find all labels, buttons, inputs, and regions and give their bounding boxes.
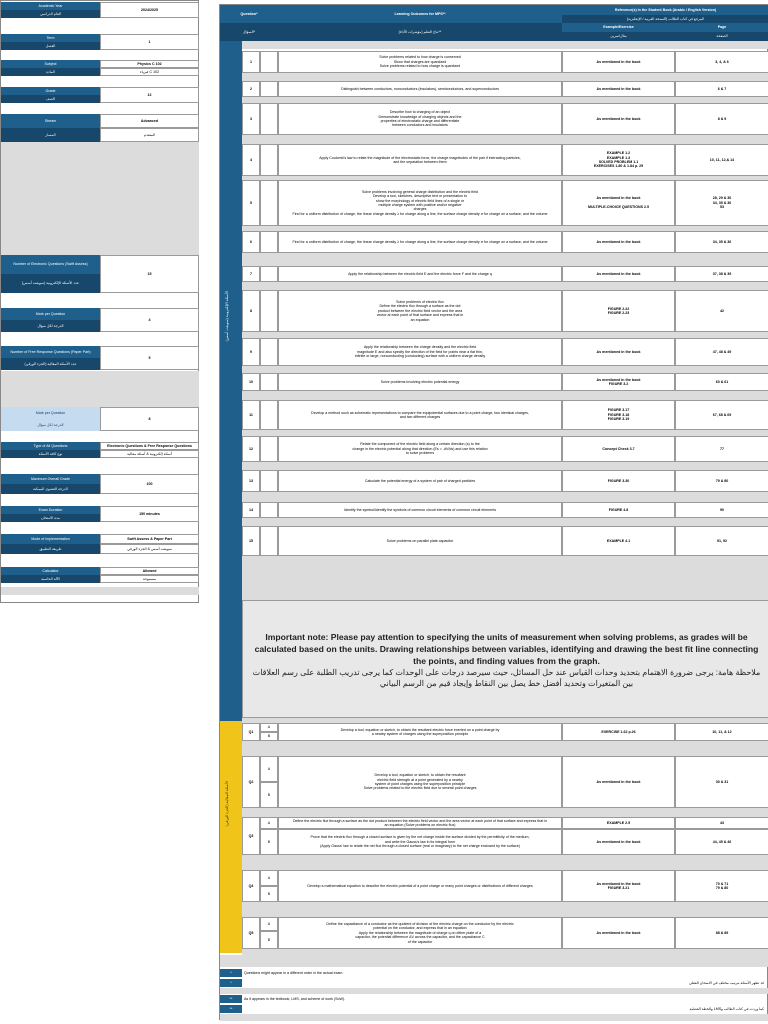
question-part-cell [260, 526, 278, 556]
learning-outcome: Solve problems of electric flux Define the electric flux through a surface as the dot product between the electric field vector and the area vector at each point of that surface and express that in an equation [278, 290, 562, 332]
important-note-en: Important note: Please pay attention to specifying the units of measurement when solving problems, as grades will be calculated based on the units. Drawing relationships between variables, identifying and drawing the best fit line connecting the points, and finding values from the graph. [254, 632, 759, 666]
question-part-cell [260, 502, 278, 518]
reference-page: 6 & 7 [675, 81, 768, 97]
learning-outcome: Relate the component of the electric field along a certain direction (s) to the change in the electric potential along that direction (Es = -dV/ds) and use this relation to solve problems [278, 436, 562, 462]
info-label-ar: المادة [1, 68, 100, 76]
reference-page: 91, 92 [675, 526, 768, 556]
reference-page: 67, 68 & 69 [675, 400, 768, 430]
question-number: 10 [242, 373, 260, 391]
header-outcomes-en: Learning Outcomes for MPS** [278, 5, 562, 23]
reference-page: 37, 38 & 39 [675, 266, 768, 282]
frq-part-letter: B [260, 931, 278, 949]
learning-outcome: Calculate the potential energy of a system of pair of charged particles [278, 470, 562, 492]
table-gray-separator [242, 282, 768, 290]
question-number: 1 [242, 51, 260, 73]
question-number: 7 [242, 266, 260, 282]
reference-example: As mentioned in the book [562, 266, 675, 282]
info-label-ar: الفصل [1, 42, 100, 50]
table-gray-separator [242, 253, 768, 266]
info-label-en: Number of Electronic Questions (Swift Assess) [1, 255, 100, 274]
info-value: 1 [100, 34, 199, 50]
learning-outcome: Identify the symbol/identify the symbols of common circuit elements of common circuit elements [278, 502, 562, 518]
reference-example: FIGURE 4.8 [562, 502, 675, 518]
table-gray-separator [242, 808, 768, 817]
frq-question-number: Q1 [242, 723, 260, 741]
frq-part-letter: B [260, 782, 278, 808]
reference-page: 42 [675, 290, 768, 332]
question-part-cell [260, 436, 278, 462]
question-number: 2 [242, 81, 260, 97]
section-label-frq: الأسئلة المقالية (الجزء الورقي) [225, 781, 229, 827]
info-label-en: Stream [1, 114, 100, 128]
table-gray-separator [242, 73, 768, 81]
reference-page: 10, 11, 12,& 14 [675, 144, 768, 176]
info-value: Allowed [100, 567, 199, 575]
table-gray-separator [242, 391, 768, 400]
question-part-cell [260, 373, 278, 391]
info-value-ar: سويفت أسس & الجزء الورقي [100, 544, 199, 554]
frq-learning-outcome: Develop a tool, equation or sketch, to obtain the resultant electric force exerted on a point charge by a nearby system of charges using the superposition principle [278, 723, 562, 741]
learning-outcome: Solve problems related to how charge is conserved Show that charges are quantized Solve problems related to how charge is quantized [278, 51, 562, 73]
info-label-ar: الدرجة لكل سؤال [1, 320, 100, 332]
info-label-ar: العام الدراسي [1, 10, 100, 18]
frq-reference-example: As mentioned in the book [562, 829, 675, 855]
header-example-en: Example/Exercise [562, 23, 675, 32]
question-number: 6 [242, 231, 260, 253]
frq-reference-page: 88 & 89 [675, 917, 768, 949]
question-number: 15 [242, 526, 260, 556]
header-outcomes-ar: نتاج التعلم (مؤشرات الأداء)** [278, 23, 562, 41]
frq-learning-outcome: Define the capacitance of a conductor as the quotient of division of the electric charge on the conductor by the electric potential on the conductor, and express that in an equation Apply the relationship between the magnitude of charge q on either plate of a capacitor, the potential difference ΔV across the capacitor, and the capacitance C of the capacitor [278, 917, 562, 949]
frq-part-letter: A [260, 917, 278, 931]
learning-outcome: Apply the relationship between the electric field E and the electric force F and the charge q [278, 266, 562, 282]
info-label-en: Term [1, 34, 100, 42]
frq-question-number: Q2 [242, 756, 260, 808]
info-label-ar: الآلة الحاسبة [1, 575, 100, 583]
info-value-ar: المتقدم [100, 128, 199, 142]
frq-learning-outcome: Define the electric flux through a surface as the dot product between the electric field vector and the area vector at each point of that surface and express that in an equation (Solve problems on electric flux) [278, 817, 562, 829]
info-value: Advanced [100, 114, 199, 128]
reference-example: As mentioned in the book [562, 231, 675, 253]
info-label-ar: الدرجة لكل سؤال [1, 419, 100, 431]
frq-reference-page: 70 & 71 79 & 80 [675, 870, 768, 902]
table-gray-separator [242, 492, 768, 502]
reference-example: FIGURE 3.30 [562, 470, 675, 492]
info-value: 2024/2025 [100, 2, 199, 18]
info-value-ar: مسموحة [100, 575, 199, 583]
info-value: 8 [100, 407, 199, 431]
reference-example: As mentioned in the book [562, 81, 675, 97]
footnote-1-en: Questions might appear in a different order in the actual exam. [244, 971, 344, 975]
info-label-ar: مدة الامتحان [1, 514, 100, 522]
learning-outcome: Find for a uniform distribution of charge, the linear charge density λ for charge along a line, the surface charge density σ for charge on a surface, and the volume [278, 231, 562, 253]
frq-learning-outcome: Develop a mathematical equation to describe the electric potential of a point charge or many point charges or distributions of different charges [278, 870, 562, 902]
info-value: Physics C 102 [100, 60, 199, 68]
learning-outcome: Solve problems involving general charge distribution and the electric field Develop a tool, sketches, descriptive text or presentation to show the morphology of electric field lines of a single or multiple charge system with positive and/or negative charges Find for a uniform distribution of charge, the linear charge density λ for charge along a line, the surface charge density σ for charge on a surface, and the volume [278, 180, 562, 226]
footnote-mark-2-ar: ** [220, 1005, 242, 1013]
question-part-cell [260, 231, 278, 253]
important-note-ar: ملاحظة هامة: يرجى ضرورة الاهتمام بتحديد وحدات القياس عند حل المسائل، حيث سيرصد درجات على الوحدات كما يرجى تدريب الطلبة على رسم العلاقات بين المتغيرات وتحديد أفضل خط يصل بين النقاط وإيجاد قيم من الرسم البياني [252, 668, 761, 688]
frq-question-number: Q4 [242, 870, 260, 902]
learning-outcomes-table [219, 4, 768, 1020]
question-number: 14 [242, 502, 260, 518]
reference-page: 79 & 80 [675, 470, 768, 492]
learning-outcome: Solve problems involving electric potential energy [278, 373, 562, 391]
frq-part-letter: B [260, 886, 278, 902]
info-value: Electronic Questions & Free Response Questions [100, 442, 199, 450]
question-part-cell [260, 103, 278, 135]
header-question-ar: السؤال* [220, 23, 278, 41]
table-gray-separator [242, 855, 768, 870]
header-example-ar: مثال/تمرين [562, 32, 675, 41]
footnote-2-en: As it appears in the textbook, LMS, and scheme of work (SoW). [244, 997, 346, 1001]
section-band-frq [220, 721, 242, 953]
reference-page: 90 [675, 502, 768, 518]
info-label-en: Mark per Question [1, 308, 100, 320]
reference-example: Concept Check 3.7 [562, 436, 675, 462]
frq-reference-example: As mentioned in the book [562, 756, 675, 808]
info-label-en: Mode of Implementation [1, 534, 100, 544]
table-gray-separator [242, 741, 768, 756]
section-band-mcq [220, 41, 242, 721]
learning-outcome: Describe how to charging of an object Demonstrate knowledge of charging objects and the properties of electrostatic charge and differentiate between conductors and insulators [278, 103, 562, 135]
frq-reference-example: EXERCISE 1.62 p.26 [562, 723, 675, 741]
frq-part-letter: B [260, 829, 278, 855]
question-part-cell [260, 338, 278, 366]
table-gray-separator [220, 1014, 768, 1021]
reference-example: As mentioned in the book FIGURE 3.2 [562, 373, 675, 391]
table-gray-separator [242, 518, 768, 526]
info-label-ar: طريقة التطبيق [1, 544, 100, 554]
section-label-mcq: الأسئلة الإلكترونية (سويفت أسس) [225, 291, 229, 342]
info-gray-spacer [1, 587, 199, 595]
reference-page: 77 [675, 436, 768, 462]
info-label-en: Maximum Overall Grade [1, 474, 100, 484]
table-gray-separator [242, 902, 768, 917]
info-value-ar: أسئلة إلكترونية & أسئلة مقالية [100, 450, 199, 458]
learning-outcome: Distinguish between conductors, nonconductors (insulators), semiconductors, and superconductors [278, 81, 562, 97]
question-number: 4 [242, 144, 260, 176]
info-value: 15 [100, 255, 199, 293]
footnote-mark-1-ar: * [220, 979, 242, 987]
question-number: 13 [242, 470, 260, 492]
frq-reference-example: As mentioned in the book FIGURE 3.21 [562, 870, 675, 902]
frq-question-number: Q5 [242, 917, 260, 949]
frq-reference-page: 44, 45 & 46 [675, 829, 768, 855]
footnote-mark-2: ** [220, 995, 242, 1003]
info-label-en: Exam Duration [1, 506, 100, 514]
reference-page: 34, 35 & 36 [675, 231, 768, 253]
reference-example: As mentioned in the book [562, 103, 675, 135]
frq-reference-page: 30 & 31 [675, 756, 768, 808]
question-part-cell [260, 144, 278, 176]
info-label-ar: عدد الأسئلة الإلكترونية (سويفت أسس) [1, 274, 100, 293]
reference-example: As mentioned in the book [562, 338, 675, 366]
info-label-ar: نوع كافة الأسئلة [1, 450, 100, 458]
info-label-en: Mark per Question [1, 407, 100, 419]
info-value: 100 [100, 474, 199, 494]
reference-page: 28, 29 & 30 34, 35 & 36 53 [675, 180, 768, 226]
info-gray-spacer [1, 371, 199, 407]
info-label-en: Number of Free Response Questions (Paper Part) [1, 346, 100, 358]
reference-page: 47, 48 & 49 [675, 338, 768, 366]
info-value-ar: فيزياء C 102 [100, 68, 199, 76]
info-label-en: Calculator [1, 567, 100, 575]
frq-part-letter: A [260, 870, 278, 886]
learning-outcome: Apply Coulomb's law to relate the magnitude of the electrostatic force, the charge magnitudes of the pair if interacting particles, and the separation between them [278, 144, 562, 176]
question-number: 9 [242, 338, 260, 366]
table-gray-separator [242, 366, 768, 373]
frq-reference-page: 43 [675, 817, 768, 829]
reference-page: 8 & 9 [675, 103, 768, 135]
question-number: 8 [242, 290, 260, 332]
frq-reference-example: As mentioned in the book [562, 917, 675, 949]
reference-page: 3, 4, & 6 [675, 51, 768, 73]
table-gray-separator [220, 955, 768, 967]
learning-outcome: Apply the relationship between the charge density and the electric field magnitude E and also specify the direction of the field for points near a flat thin, infinite or large, nonconducting (conducting) surface with a uniform charge density [278, 338, 562, 366]
header-question-en: Question* [220, 5, 278, 23]
exam-info-panel [0, 0, 199, 603]
table-gray-separator [242, 41, 768, 49]
footnote-mark-1: * [220, 969, 242, 977]
info-label-en: Grade [1, 87, 100, 95]
frq-part-letter: B [260, 732, 278, 741]
frq-part-letter: A [260, 817, 278, 829]
frq-reference-page: 10, 11, & 12 [675, 723, 768, 741]
reference-example: FIGURE 3.17 FIGURE 3.18 FIGURE 3.19 [562, 400, 675, 430]
question-number: 12 [242, 436, 260, 462]
question-part-cell [260, 51, 278, 73]
learning-outcome: Develop a method such as schematic representations to compare the equipotential surfaces due to a point charge, two identical charges, and two different charges [278, 400, 562, 430]
info-value: 5 [100, 346, 199, 370]
table-gray-separator [242, 563, 768, 600]
important-note-box [242, 600, 768, 718]
reference-example: EXAMPLE 4.1 [562, 526, 675, 556]
learning-outcome: Solve problems on parallel plate capacitor [278, 526, 562, 556]
frq-learning-outcome: Develop a tool, equation or sketch, to obtain the resultant electric field strength at a point generated by a nearby system of point charges using the superposition principle Solve problems related to the electric field due to several point charges [278, 756, 562, 808]
question-number: 11 [242, 400, 260, 430]
reference-page: 60 & 61 [675, 373, 768, 391]
question-part-cell [260, 266, 278, 282]
header-reference-en: Reference(s) in the Student Book (Arabic / English Version) [562, 5, 768, 15]
info-label-ar: عدد الأسئلة المقالية (الجزء الورقي) [1, 358, 100, 370]
question-part-cell [260, 290, 278, 332]
frq-question-number: Q3 [242, 817, 260, 855]
footnote-1-ar: قد تظهر الأسئلة بترتيب مختلف في الامتحان الفعلي [688, 981, 764, 985]
question-part-cell [260, 81, 278, 97]
info-label-en: Type of All Questions [1, 442, 100, 450]
info-label-ar: المسار [1, 128, 100, 142]
reference-example: As mentioned in the book MULTIPLE-CHOICE QUESTIONS 2.5 [562, 180, 675, 226]
info-label-ar: الصف [1, 95, 100, 103]
frq-learning-outcome: Prove that the electric flux through a closed surface is given by the net charge inside the surface divided by the permittivity of the medium, and write the Gauss's law in its integral form (Apply Gauss' law to relate the net flux through a closed surface (real or imaginary) to the net charge enclosed by the surface) [278, 829, 562, 855]
info-label-en: Subject [1, 60, 100, 68]
header-reference-ar: المرجع في كتاب الطالب (النسخة العربية / الإنجليزية) [562, 15, 768, 23]
frq-part-letter: A [260, 723, 278, 732]
frq-reference-example: EXAMPLE 2.5 [562, 817, 675, 829]
header-page-ar: الصفحة [675, 32, 768, 41]
footnote-2-ar: كما وردت في كتاب الطالب وLMS والخطة الفصلية [689, 1007, 764, 1011]
info-value: 150 minutes [100, 506, 199, 522]
table-gray-separator [242, 556, 768, 563]
header-page-en: Page [675, 23, 768, 32]
info-label-en: Academic Year [1, 2, 100, 10]
reference-example: As mentioned in the book [562, 51, 675, 73]
question-part-cell [260, 180, 278, 226]
table-gray-separator [220, 988, 768, 994]
table-gray-separator [242, 135, 768, 144]
question-number: 5 [242, 180, 260, 226]
info-value: 12 [100, 87, 199, 103]
info-value: 4 [100, 308, 199, 332]
info-value: Swift Assess & Paper Part [100, 534, 199, 544]
frq-part-letter: A [260, 756, 278, 782]
info-gray-spacer [1, 142, 199, 255]
reference-example: FIGURE 2.22 FIGURE 2.23 [562, 290, 675, 332]
question-part-cell [260, 400, 278, 430]
table-gray-separator [242, 462, 768, 470]
question-part-cell [260, 470, 278, 492]
reference-example: EXAMPLE 1.2 EXAMPLE 1.3 SOLVED PROBLEM 1.1 EXERCISES 1.80 & 1.84 p. 25 [562, 144, 675, 176]
info-label-ar: الدرجة القصوى الممكنة [1, 484, 100, 494]
question-number: 3 [242, 103, 260, 135]
